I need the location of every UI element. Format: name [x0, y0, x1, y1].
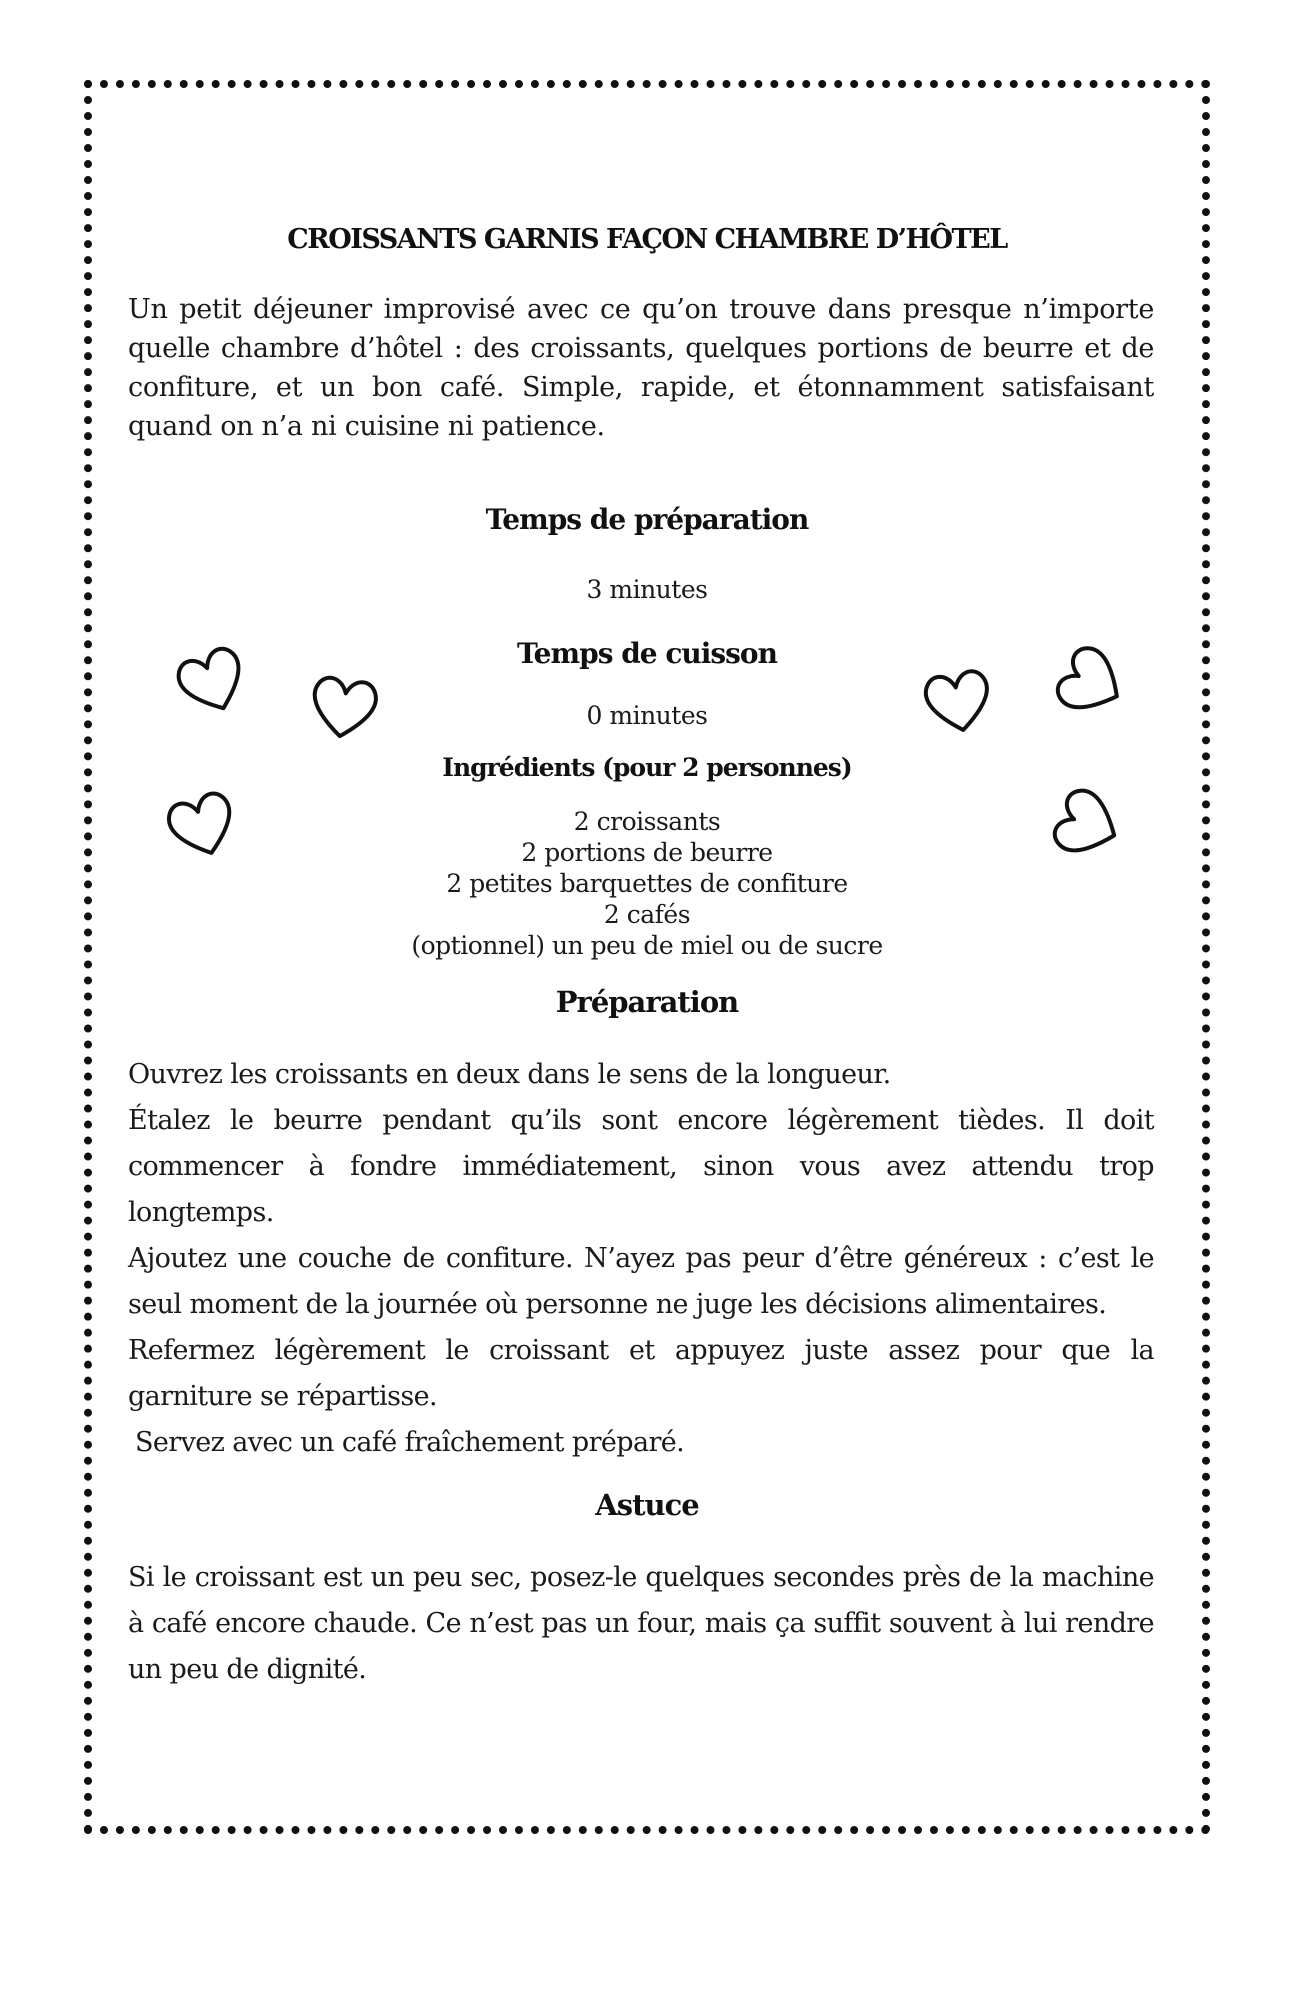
heart-icon [299, 661, 389, 751]
heart-icon [912, 654, 1005, 747]
prep-time-heading: Temps de préparation [485, 503, 809, 536]
recipe-intro: Un petit déjeuner improvisé avec ce qu’on trouve dans presque n’importe quelle chambre d’hôtel : des croissants, quelques portions de beurre et de confiture, et un bon café. Simple, rapide, et étonnamment satisfaisant quand on n’a ni cuisine ni patience. [128, 294, 1154, 442]
method-steps [128, 1052, 1154, 1466]
recipe-title: CROISSANTS GARNIS FAÇON CHAMBRE D’HÔTEL [287, 224, 1007, 255]
cook-time-value: 0 minutes [586, 701, 708, 730]
ingredient-item: 2 cafés [603, 900, 691, 929]
ingredient-item: (optionnel) un peu de miel ou de sucre [411, 931, 883, 960]
ingredient-item: 2 portions de beurre [521, 838, 773, 867]
ingredients-heading: Ingrédients (pour 2 personnes) [442, 753, 852, 782]
ingredient-item: 2 croissants [573, 807, 721, 836]
method-heading: Préparation [555, 985, 739, 1019]
method-step: Refermez légèrement le croissant et appuyez juste assez pour que la garniture se répartisse. [128, 1335, 1154, 1412]
ingredient-item: 2 petites barquettes de confiture [446, 869, 848, 898]
prep-time-value: 3 minutes [586, 575, 708, 604]
tip-text: Si le croissant est un peu sec, posez-le quelques secondes près de la machine à café encore chaude. Ce n’est pas un four, mais ça suffit souvent à lui rendre un peu de dignité. [128, 1562, 1154, 1685]
tip-heading: Astuce [595, 1488, 699, 1522]
method-step: Ajoutez une couche de confiture. N’ayez pas peur d’être généreux : c’est le seul moment de la journée où personne ne juge les décisions alimentaires. [128, 1243, 1154, 1320]
cook-time-heading: Temps de cuisson [517, 637, 777, 670]
method-step: Servez avec un café fraîchement préparé. [135, 1427, 685, 1458]
method-step: Ouvrez les croissants en deux dans le sens de la longueur. [128, 1059, 891, 1090]
method-step: Étalez le beurre pendant qu’ils sont encore légèrement tièdes. Il doit commencer à fondre immédiatement, sinon vous avez attendu trop longtemps. [128, 1105, 1154, 1228]
